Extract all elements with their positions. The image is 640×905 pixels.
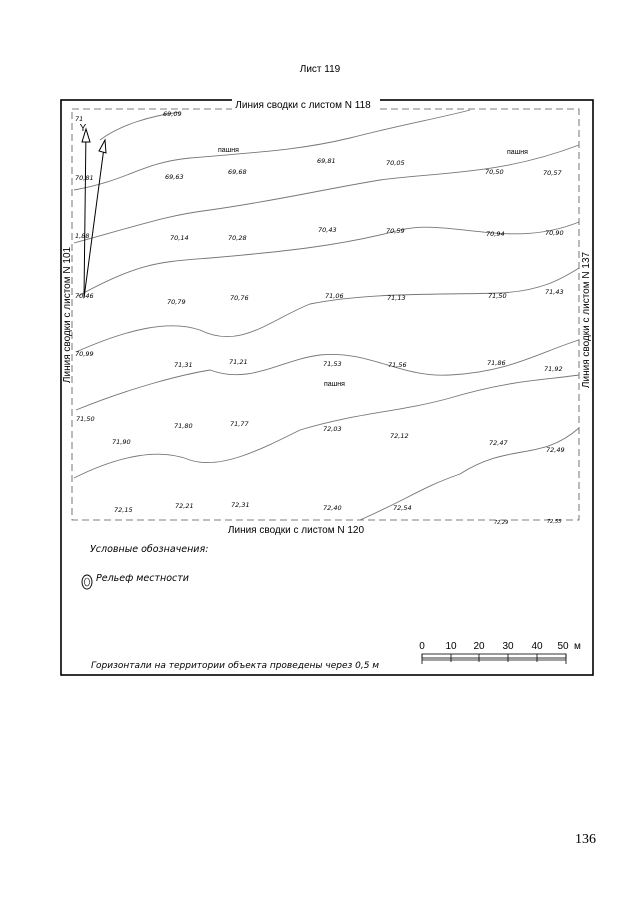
scale-tick-label: 20 bbox=[473, 641, 485, 652]
boundary-label-bottom: Линия сводки с листом N 120 bbox=[227, 525, 365, 536]
elevation-mark: 71,31 bbox=[174, 361, 193, 369]
elevation-mark: 71,80 bbox=[174, 422, 193, 430]
elevation-mark: 70,14 bbox=[170, 234, 189, 242]
elevation-mark: 71,90 bbox=[112, 438, 131, 446]
elevation-mark: 70,90 bbox=[545, 229, 564, 237]
elevation-mark: 69,63 bbox=[165, 173, 184, 181]
legend-note: Горизонтали на территории объекта проведены через 0,5 м bbox=[91, 661, 380, 671]
north-arrow-letter: Y bbox=[79, 123, 87, 134]
elevation-mark: 70,59 bbox=[386, 227, 405, 235]
elevation-mark: 70,50 bbox=[485, 168, 504, 176]
north-arrow bbox=[82, 129, 106, 298]
scale-tick-label: 30 bbox=[502, 641, 514, 652]
elevation-mark: 71,21 bbox=[229, 358, 248, 366]
elevation-mark: 70,79 bbox=[167, 298, 186, 306]
elevation-mark: 70,81 bbox=[75, 174, 94, 182]
elevation-mark: 71,77 bbox=[230, 420, 249, 428]
elevation-mark: 71 bbox=[75, 115, 84, 123]
contour-line bbox=[76, 340, 579, 410]
elevation-mark: 70,76 bbox=[230, 294, 249, 302]
elevation-mark: 69,81 bbox=[317, 157, 336, 165]
elevation-mark: 70,43 bbox=[318, 226, 337, 234]
contour-line bbox=[76, 268, 579, 352]
elevation-mark: 72,53 bbox=[547, 519, 562, 525]
elevation-mark: 71,50 bbox=[76, 415, 95, 423]
scale-bar bbox=[419, 641, 581, 664]
elevation-marks bbox=[75, 110, 565, 526]
elevation-mark: 72,12 bbox=[390, 432, 409, 440]
elevation-mark: 71,86 bbox=[487, 359, 506, 367]
elevation-mark: 70,05 bbox=[386, 159, 405, 167]
elevation-mark: 69,09 bbox=[163, 110, 182, 118]
elevation-mark: 71,43 bbox=[545, 288, 564, 296]
elevation-mark: 71,13 bbox=[387, 294, 406, 302]
elevation-mark: 72,31 bbox=[231, 501, 250, 509]
elevation-mark: 72,47 bbox=[489, 439, 508, 447]
scale-unit: м bbox=[574, 641, 581, 652]
elevation-mark: 72,29 bbox=[494, 520, 509, 526]
elevation-mark: 72,49 bbox=[546, 446, 565, 454]
elevation-mark: 69,68 bbox=[228, 168, 247, 176]
elevation-mark: 70,28 bbox=[228, 234, 247, 242]
elevation-mark: 72,54 bbox=[393, 504, 412, 512]
elevation-mark: 70,46 bbox=[75, 292, 94, 300]
elevation-mark: 71,50 bbox=[488, 292, 507, 300]
scale-tick-label: 40 bbox=[531, 641, 543, 652]
land-use-label: пашня bbox=[218, 147, 239, 154]
elevation-mark: 71,53 bbox=[323, 360, 342, 368]
scale-tick-label: 10 bbox=[445, 641, 457, 652]
elevation-mark: 70,57 bbox=[543, 169, 562, 177]
boundary-label-right: Линия сводки с листом N 137 bbox=[581, 251, 592, 389]
elevation-mark: 72,15 bbox=[114, 506, 133, 514]
elevation-mark: 70,99 bbox=[75, 350, 94, 358]
boundary-label-left: Линия сводки с листом N 101 bbox=[62, 246, 73, 384]
elevation-mark: 71,06 bbox=[325, 292, 344, 300]
land-use-label: пашня bbox=[324, 381, 345, 388]
elevation-mark: 71,56 bbox=[388, 361, 407, 369]
land-use-label: пашня bbox=[507, 149, 528, 156]
legend-title: Условные обозначения: bbox=[90, 544, 209, 555]
scale-tick-label: 50 bbox=[557, 641, 569, 652]
contour-line bbox=[74, 110, 470, 190]
elevation-mark: 72,03 bbox=[323, 425, 342, 433]
elevation-mark: 71,92 bbox=[544, 365, 563, 373]
elevation-mark: 72,40 bbox=[323, 504, 342, 512]
relief-contour-icon bbox=[82, 575, 92, 589]
scale-tick-label: 0 bbox=[419, 641, 425, 652]
legend-item-relief: Рельеф местности bbox=[96, 573, 189, 584]
boundary-label-top: Линия сводки с листом N 118 bbox=[235, 100, 371, 111]
elevation-mark: 72,21 bbox=[175, 502, 194, 510]
elevation-mark: 70,94 bbox=[486, 230, 505, 238]
page-number: 136 bbox=[575, 832, 596, 847]
elevation-mark: 1,88 bbox=[75, 232, 90, 240]
sheet-title: Лист 119 bbox=[299, 64, 341, 75]
